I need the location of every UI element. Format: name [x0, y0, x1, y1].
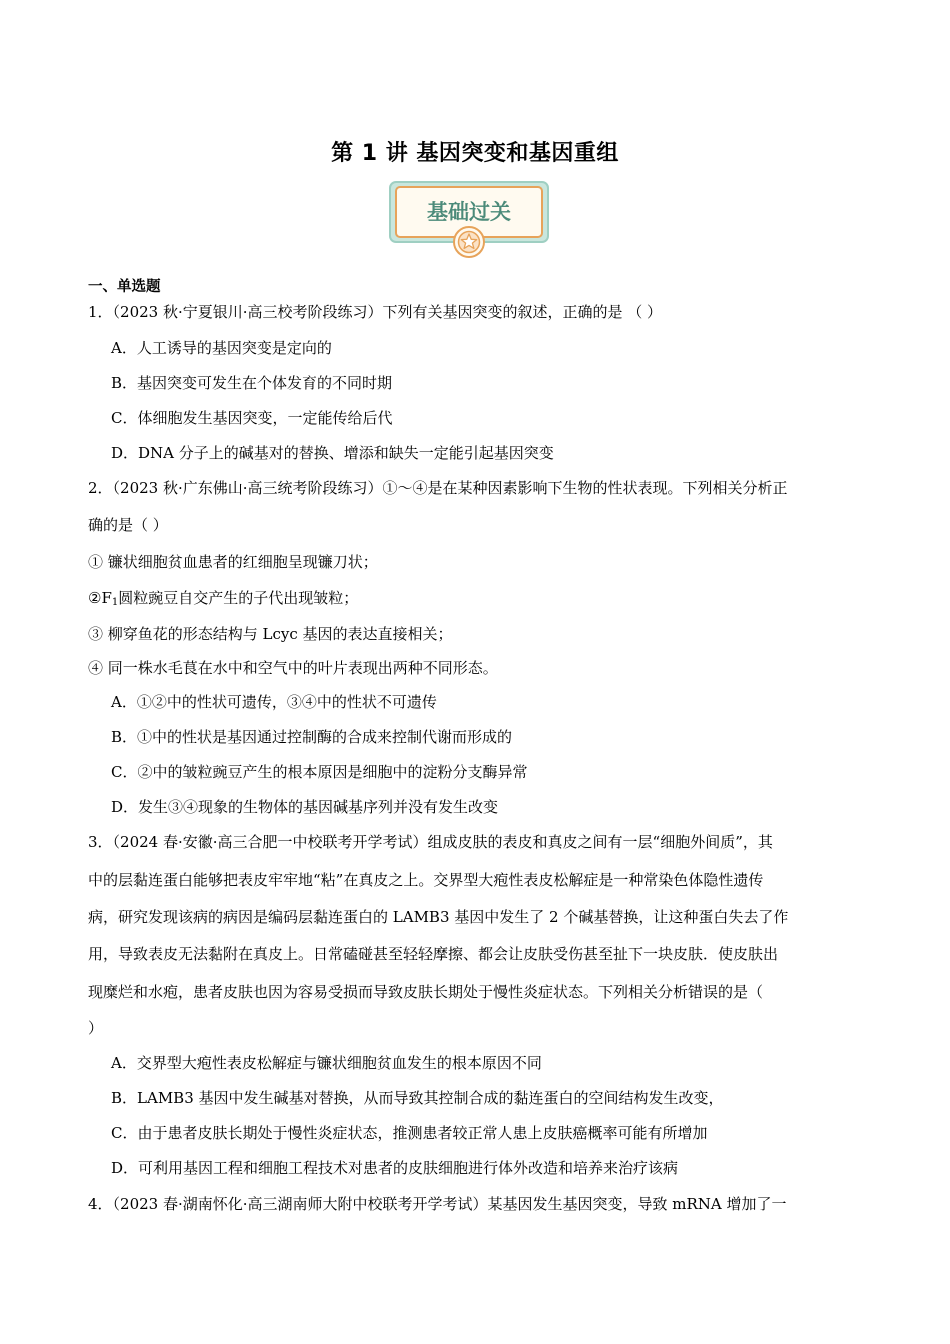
question-1-option-a: A．人工诱导的基因突变是定向的 [111, 339, 332, 357]
question-3-option-a: A．交界型大疱性表皮松解症与镰状细胞贫血发生的根本原因不同 [111, 1054, 542, 1072]
question-1-option-d: D．DNA 分子上的碱基对的替换、增添和缺失一定能引起基因突变 [111, 444, 554, 462]
question-3-stem-line-3: 病，研究发现该病的病因是编码层黏连蛋白的 LAMB3 基因中发生了 2 个碱基替换，让这种蛋白失去了作 [88, 908, 789, 926]
question-4-stem-line-1: 4．（2023 春·湖南怀化·高三湖南师大附中校联考开学考试）某基因发生基因突变，导致 mRNA 增加了一 [88, 1195, 787, 1213]
question-2-option-d: D．发生③④现象的生物体的基因碱基序列并没有发生改变 [111, 798, 499, 816]
question-2-item-3: ③ 柳穿鱼花的形态结构与 Lcyc 基因的表达直接相关； [88, 625, 453, 643]
question-2-item-4: ④ 同一株水毛茛在水中和空气中的叶片表现出两种不同形态。 [88, 659, 498, 677]
badge-basic-mastery [386, 178, 552, 258]
question-2-item-1: ① 镰状细胞贫血患者的红细胞呈现镰刀状； [88, 553, 378, 571]
badge-label: 基础过关 [427, 200, 511, 224]
question-3-option-c: C．由于患者皮肤长期处于慢性炎症状态，推测患者较正常人患上皮肤癌概率可能有所增加 [111, 1124, 708, 1142]
question-3-stem-line-1: 3．（2024 春·安徽·高三合肥一中校联考开学考试）组成皮肤的表皮和真皮之间有一层“细胞外间质”，其 [88, 833, 773, 851]
question-3-stem-line-6: ） [88, 1019, 104, 1037]
question-1-option-b: B．基因突变可发生在个体发育的不同时期 [111, 374, 393, 392]
question-3-stem-line-4: 用，导致表皮无法黏附在真皮上。日常磕碰甚至轻轻摩擦、都会让皮肤受伤甚至扯下一块皮肤．使皮肤出 [88, 945, 779, 963]
badge-frame-icon [386, 178, 552, 258]
question-2-option-b: B．①中的性状是基因通过控制酶的合成来控制代谢而形成的 [111, 728, 513, 746]
question-3-option-b: B．LAMB3 基因中发生碱基对替换，从而导致其控制合成的黏连蛋白的空间结构发生改变， [111, 1089, 724, 1107]
question-2-option-c: C．②中的皱粒豌豆产生的根本原因是细胞中的淀粉分支酶异常 [111, 763, 528, 781]
question-1-option-c: C．体细胞发生基因突变，一定能传给后代 [111, 409, 393, 427]
question-2-item-2-text: 圆粒豌豆自交产生的子代出现皱粒； [118, 589, 359, 607]
question-1-stem: 1．（2023 秋·宁夏银川·高三校考阶段练习）下列有关基因突变的叙述，正确的是 （ ） [88, 303, 663, 321]
question-3-option-d: D．可利用基因工程和细胞工程技术对患者的皮肤细胞进行体外改造和培养来治疗该病 [111, 1159, 679, 1177]
question-2-item-2-subscript: 1 [111, 597, 119, 608]
question-2-option-a: A．①②中的性状可遗传，③④中的性状不可遗传 [111, 693, 437, 711]
question-2-item-2 [88, 588, 358, 613]
section-heading: 一、单选题 [88, 279, 161, 295]
question-2-item-2-prefix: ②F [88, 589, 112, 607]
question-2-stem-line-1: 2．（2023 秋·广东佛山·高三统考阶段练习）①～④是在某种因素影响下生物的性状表现。下列相关分析正 [88, 479, 788, 497]
question-3-stem-line-5: 现糜烂和水疱，患者皮肤也因为容易受损而导致皮肤长期处于慢性炎症状态。下列相关分析错误的是（ [88, 983, 764, 1001]
page-title: 第 1 讲 基因突变和基因重组 [331, 141, 619, 166]
question-3-stem-line-2: 中的层黏连蛋白能够把表皮牢牢地“粘”在真皮之上。交界型大疱性表皮松解症是一种常染色体隐性遗传 [88, 871, 764, 889]
question-2-stem-line-2: 确的是（ ） [88, 516, 168, 534]
